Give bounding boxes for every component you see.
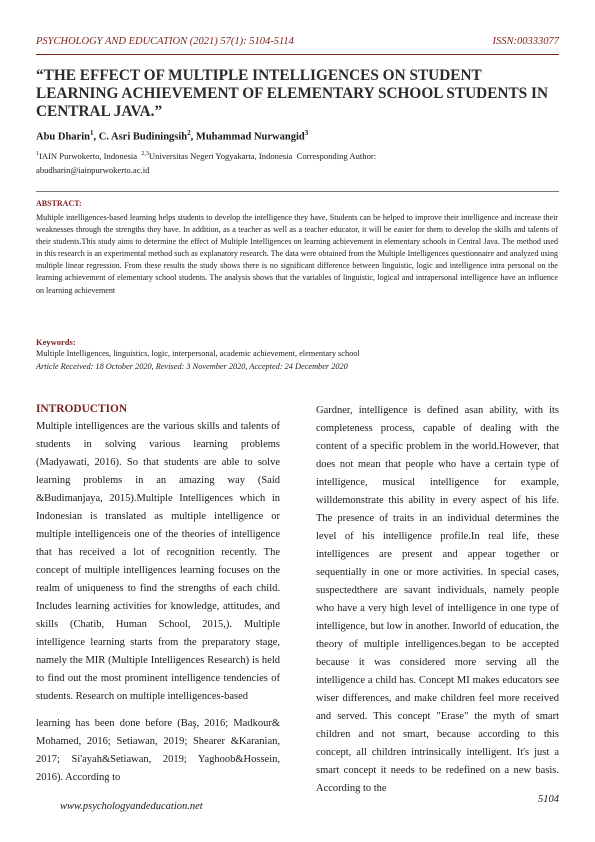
abstract-rule bbox=[36, 191, 559, 192]
paper-title: “THE EFFECT OF MULTIPLE INTELLIGENCES ON STUDENT LEARNING ACHIEVEMENT OF ELEMENTARY SCHOOL STUDENTS IN CENTRAL JAVA.” bbox=[36, 67, 549, 120]
corresponding-label: Corresponding Author: bbox=[296, 150, 377, 161]
body-paragraph: Gardner, intelligence is defined asan ability, with its completeness process, capable of dealing with the content of a specific problem in the world.However, that does not mean that people who have a certain type of intelligence, musical intelligence for example, willdemonstrate this ability in every aspect of his life. The presence of traits in an individual determines the level of his intelligence profile.In real life, these intelligences are present and appear together or sequentially in one or more activities. In special cases, suspectedthere are savant individuals, namely people who have a very high level of intelligence in one type of intelligence, but low in another. Inworld of education, the theory of multiple intelligences.began to be accepted because it was considered more serving all the intelligence a child has. Concept MI makes educators see wiser differences, and make children feel more received and served. This concept "Erase" the myth of smart children and not smart, because according to this concept, all children intrinsically intelligent. It's just a smart concept it needs to be redefined on a new basis. According to the bbox=[316, 405, 559, 794]
body-paragraph: learning has been done before (Baş, 2016; Madkour& Mohamed, 2016; Setiawan, 2019; Shearer &Karanian, 2017; Si'ayah&Setiawan, 2019; Yaghoob&Hossein, 2016). According to bbox=[36, 718, 280, 783]
header-rule bbox=[36, 54, 559, 55]
abstract-label: ABSTRACT: bbox=[36, 199, 82, 208]
author-mark: 1 bbox=[89, 129, 94, 137]
keywords-label: Keywords: bbox=[36, 337, 76, 347]
footer-website: www.psychologyandeducation.net bbox=[60, 801, 203, 812]
body-paragraph: Multiple intelligences are the various skills and talents of students in solving various learning problems (Madyawati, 2016). So that students are able to solve learning problems in an amazing way (Said &Budimanjaya, 2015).Multiple Intelligences which in Indonesian is translated as multiple intelligence or multiple intelligenceis one of the theories of intelligence that has received a lot of recognition recently. The concept of multiple intelligences learning focuses on the realm of uniqueness to find the strengths of each child. Includes learning activities for knowledge, attitudes, and skills (Chatib, Human School, 2015,). Multiple intelligence learning starts from the preparatory stage, namely the MIR (Multiple Intelligences Research) is held to find out the most prominent intelligence tendencies of students. Research on multiple intelligences-based bbox=[36, 421, 280, 702]
author-mark: 3 bbox=[304, 129, 309, 137]
author-mark: 2 bbox=[187, 129, 191, 137]
author-list: Abu Dharin$^1$, C. Asri Budiningsih$^2$, Muhammad Nurwangid$^3$ bbox=[36, 129, 309, 143]
abstract-text: Multiple intelligences-based learning helps students to develop the intelligence they have, Students can be helped to improve their intelligence and increase their weaknesses through the strengths they have. In addition, as a teacher as well as a teacher educator, it will be easier for them to develop the skills and talents of their students.This study aims to determine the effect of Multiple Intelligences on learning achievement in elementary schools in Central Java. The method used in this research is an experimental method such as explanatory research. The data were obtained from the Multiple Intelligences questionnaire and analyzed using multiple linear regression. From these results the study shows there is no significant difference between linguistic, logic and intelligence intra personal on the learning achievement of elementary school students. The analysis shows that the variables of linguistic, logical and intrapersonal intelligence have an influence on learning achievement bbox=[36, 213, 558, 295]
journal-citation: PSYCHOLOGY AND EDUCATION (2021) 57(1): 5104-5114 bbox=[36, 36, 294, 47]
affiliation-mark: 1 bbox=[36, 151, 39, 157]
keywords-text: Multiple Intelligences, linguistics, logic, interpersonal, academic achievement, elementary school bbox=[36, 349, 360, 358]
affiliation-mark: 2,3 bbox=[141, 151, 149, 157]
author-email: abudharin@iainpurwokerto.ac.id bbox=[36, 164, 150, 175]
author-name: C. Asri Budiningsih bbox=[98, 131, 188, 143]
article-dates: Article Received: 18 October 2020, Revised: 3 November 2020, Accepted: 24 December 2020 bbox=[36, 362, 348, 371]
affiliation: IAIN Purwokerto, Indonesia bbox=[39, 150, 138, 161]
running-header bbox=[36, 36, 559, 50]
affiliation: Universitas Negeri Yogyakarta, Indonesia bbox=[148, 150, 293, 161]
issn: ISSN:00333077 bbox=[492, 36, 559, 47]
affiliations bbox=[36, 147, 556, 177]
page-number: 5104 bbox=[538, 794, 559, 805]
section-heading: INTRODUCTION bbox=[36, 403, 128, 415]
author-name: Abu Dharin bbox=[36, 131, 90, 143]
author-name: Muhammad Nurwangid bbox=[195, 131, 305, 143]
